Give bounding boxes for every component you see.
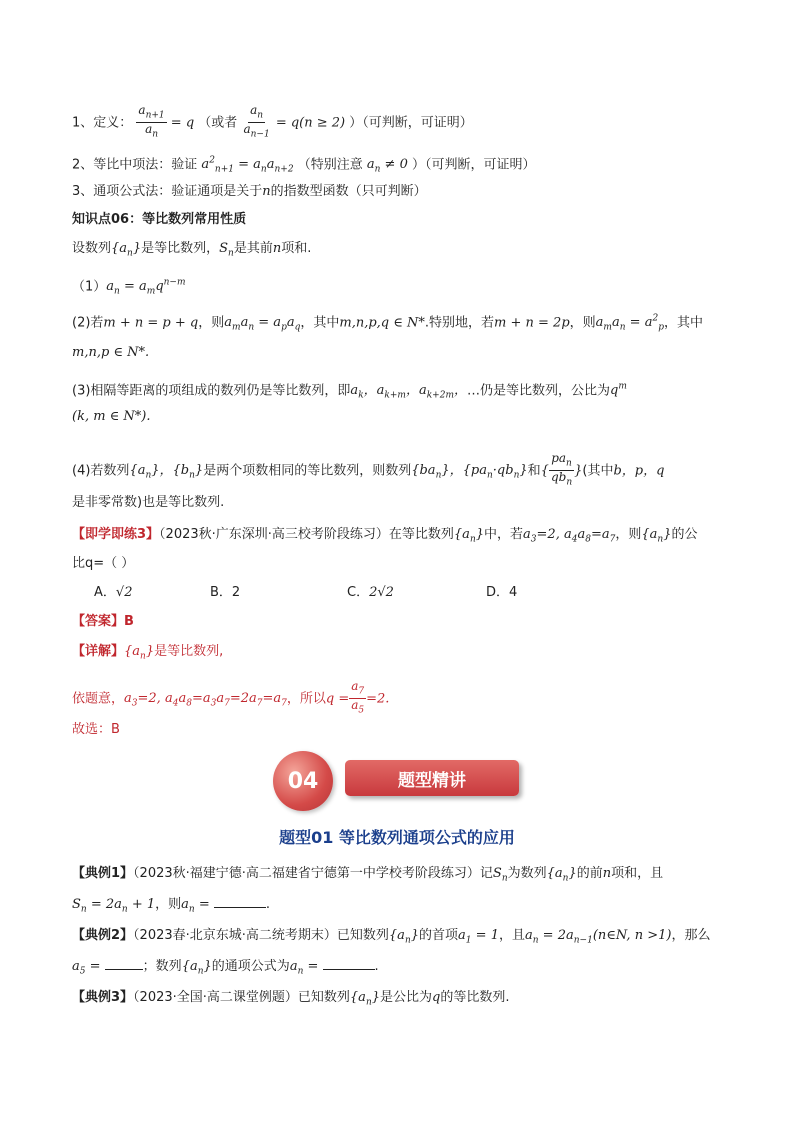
option-c[interactable]: C．2√2 xyxy=(347,585,394,600)
section-number-badge: 04 xyxy=(273,751,333,811)
property-3: (3)相隔等距离的项组成的数列仍是等比数列，即$a_k$，$a_{k+m}$，$a_{k+2m}$，…仍是等比数列，公比为$q^m$ xyxy=(72,382,627,401)
answer-line: 【答案】B xyxy=(72,614,134,629)
property-2: (2)若m + n = p + q，则$a_ma_n = a_pa_q$，其中m,n,p,q ∈ N*.特别地，若m + n = 2p，则$a_ma_n = a^2_p$，其中 xyxy=(72,314,703,333)
answer-blank[interactable] xyxy=(214,895,266,908)
example-2: 【典例2】（2023春·北京东城·高二统考期末）已知数列$\{a_n\}$的首项$a_1 = 1$，且$a_n$ = $2a_{n-1}(n\in N$, n >1)，那么 xyxy=(72,928,711,946)
knowledge-point-heading: 知识点06：等比数列常用性质 xyxy=(72,212,247,227)
option-d[interactable]: D．4 xyxy=(486,585,518,600)
ratio-fraction-alt: $\frac{a_n}{a_{n-1}}$ xyxy=(243,103,270,140)
property-1: $(1)a_n = a_mq^{n-m}$ xyxy=(72,278,186,297)
definition-line: 1、定义： $\frac{a_{n+1}}{a_n}$ = q （或者 $\frac{a_n}{a_{n-1}}$ = q(n ≥ 2) ）（可判断，可证明） xyxy=(72,103,473,140)
detail-line: 【详解】$\{a_n\}$是等比数列, xyxy=(72,644,224,662)
geometric-mean-line: 2、等比中项法：验证 $a^2_{n+1} = a_na_{n+2}$ （特别注意 $a_n \ne 0$ ）（可判断，可证明） xyxy=(72,156,536,175)
setup-line: 设数列$\{a_n\}$是等比数列，$S_n$是其前n项和. xyxy=(72,241,312,259)
property-4-cont: 是非零常数)也是等比数列. xyxy=(72,495,225,510)
section-title: 题型01 等比数列通项公式的应用 xyxy=(279,828,515,847)
example-2-cont: $a_5$ = ；数列$\{a_n\}$的通项公式为$a_n$ = . xyxy=(72,959,379,977)
option-b[interactable]: B．2 xyxy=(210,585,241,600)
answer-blank[interactable] xyxy=(105,957,143,970)
exercise-question-cont: 比q=（ ） xyxy=(72,556,135,571)
property-4: (4)若数列$\{a_n\}$，$\{b_n\}$是两个项数相同的等比数列，则数列$\{ba_n\}$，$\{pa_n\cdot qb_n\}$和{ $\frac{pa_n}{qb_n}$ }(其中b，p，q xyxy=(72,451,665,488)
q-fraction: $\frac{a_7}{a_5}$ xyxy=(351,679,365,716)
property-3-cont: (k, m ∈ N*). xyxy=(72,409,151,424)
section-banner: 题型精讲 xyxy=(345,760,519,796)
option-a[interactable]: A．√2 xyxy=(94,585,133,600)
final-choice: 故选：B xyxy=(72,722,120,737)
example-1: 【典例1】（2023秋·福建宁德·高二福建省宁德第一中学校考阶段练习）记$S_n$为数列$\{a_n\}$的前n项和，且 xyxy=(72,866,664,884)
answer-blank[interactable] xyxy=(323,957,375,970)
property-2-cont: m,n,p ∈ N*. xyxy=(72,345,150,360)
exercise-question: 【即学即练3】（2023秋·广东深圳·高三校考阶段练习）在等比数列$\{a_n\}$中，若$a_3=2$, $a_4a_8=a_7$，则$\{a_n\}$的公 xyxy=(72,527,698,545)
general-term-line: 3、通项公式法：验证通项是关于n的指数型函数（只可判断） xyxy=(72,184,427,199)
ratio-fraction: $\frac{a_{n+1}}{a_n}$ xyxy=(138,103,165,140)
pq-fraction: $\frac{pa_n}{qb_n}$ xyxy=(550,451,573,488)
example-1-cont: $S_n = 2a_n + 1$，则$a_n$ = . xyxy=(72,897,271,915)
reasoning-line: 依题意，$a_3=2$, $a_4a_8=a_3a_7=2a_7=a_7$，所以q = $\frac{a_7}{a_5}$ =2. xyxy=(72,679,390,716)
example-3: 【典例3】（2023·全国·高二课堂例题）已知数列$\{a_n\}$是公比为q的等比数列. xyxy=(72,990,510,1008)
